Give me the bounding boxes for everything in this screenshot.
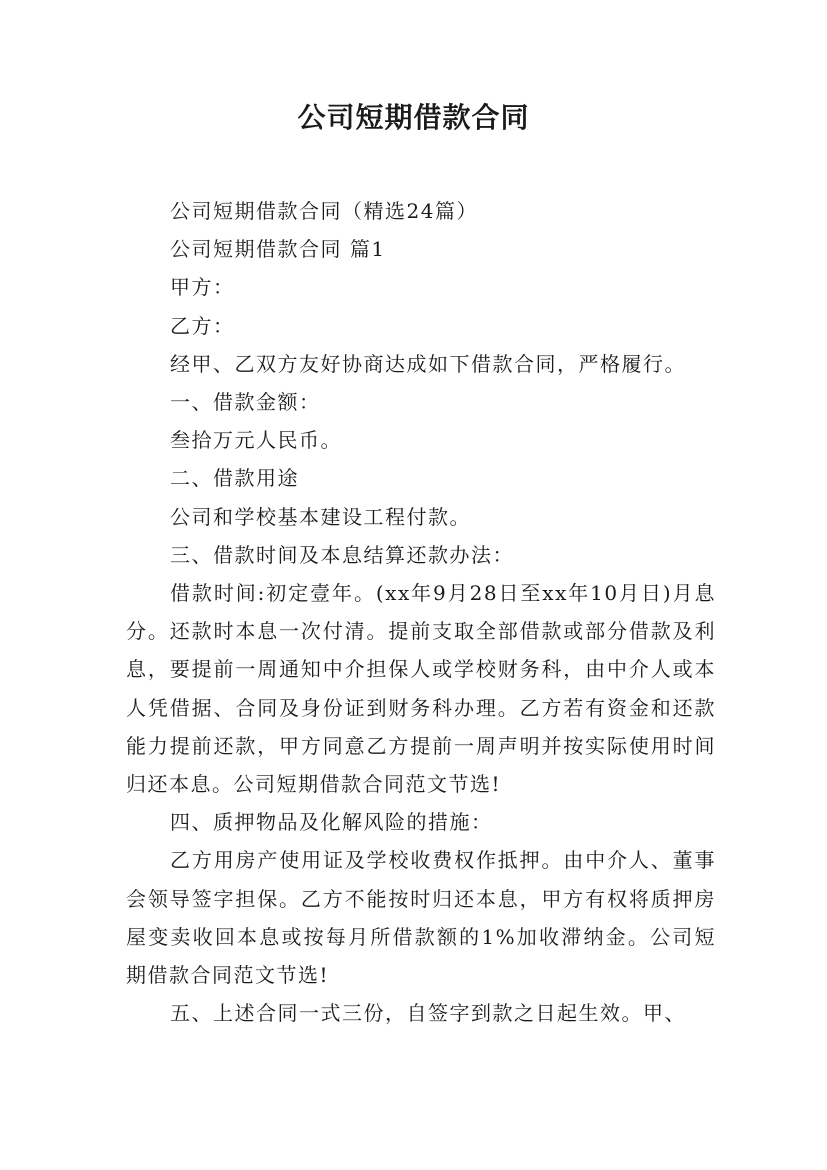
document-title: 公司短期借款合同 [297, 101, 530, 134]
paragraph: 二、借款用途 [170, 466, 299, 491]
paragraph: 四、质押物品及化解风险的措施： [170, 810, 493, 835]
paragraph: 公司和学校基本建设工程付款。 [170, 504, 471, 529]
paragraph: 甲方： [170, 275, 235, 300]
paragraph: 三、借款时间及本息结算还款办法： [170, 542, 514, 567]
document-body [126, 192, 716, 1032]
paragraph: 借款时间:初定壹年。(xx年9月28日至xx年10月日)月息分。还款时本息一次付清。提前支取全部借款或部分借款及利息，要提前一周通知中介担保人或学校财务科，由中介人或本人凭借据、合同及身份证到财务科办理。乙方若有资金和还款能力提前还款，甲方同意乙方提前一周声明并按实际使用时间归还本息。公司短期借款合同范文节选! [126, 581, 716, 797]
paragraph: 叁拾万元人民币。 [170, 428, 342, 453]
paragraph: 经甲、乙双方友好协商达成如下借款合同，严格履行。 [170, 351, 686, 376]
paragraph: 一、借款金额： [170, 390, 321, 415]
paragraph: 公司短期借款合同 篇1 [170, 237, 386, 262]
paragraph: 乙方： [170, 313, 235, 338]
paragraph: 公司短期借款合同（精选24篇） [170, 199, 478, 223]
paragraph: 五、上述合同一式三份，自签字到款之日起生效。甲、 [170, 1001, 686, 1026]
paragraph: 乙方用房产使用证及学校收费权作抵押。由中介人、董事会领导签字担保。乙方不能按时归还本息，甲方有权将质押房屋变卖收回本息或按每月所借款额的1%加收滞纳金。公司短期借款合同范文节选! [126, 848, 716, 988]
